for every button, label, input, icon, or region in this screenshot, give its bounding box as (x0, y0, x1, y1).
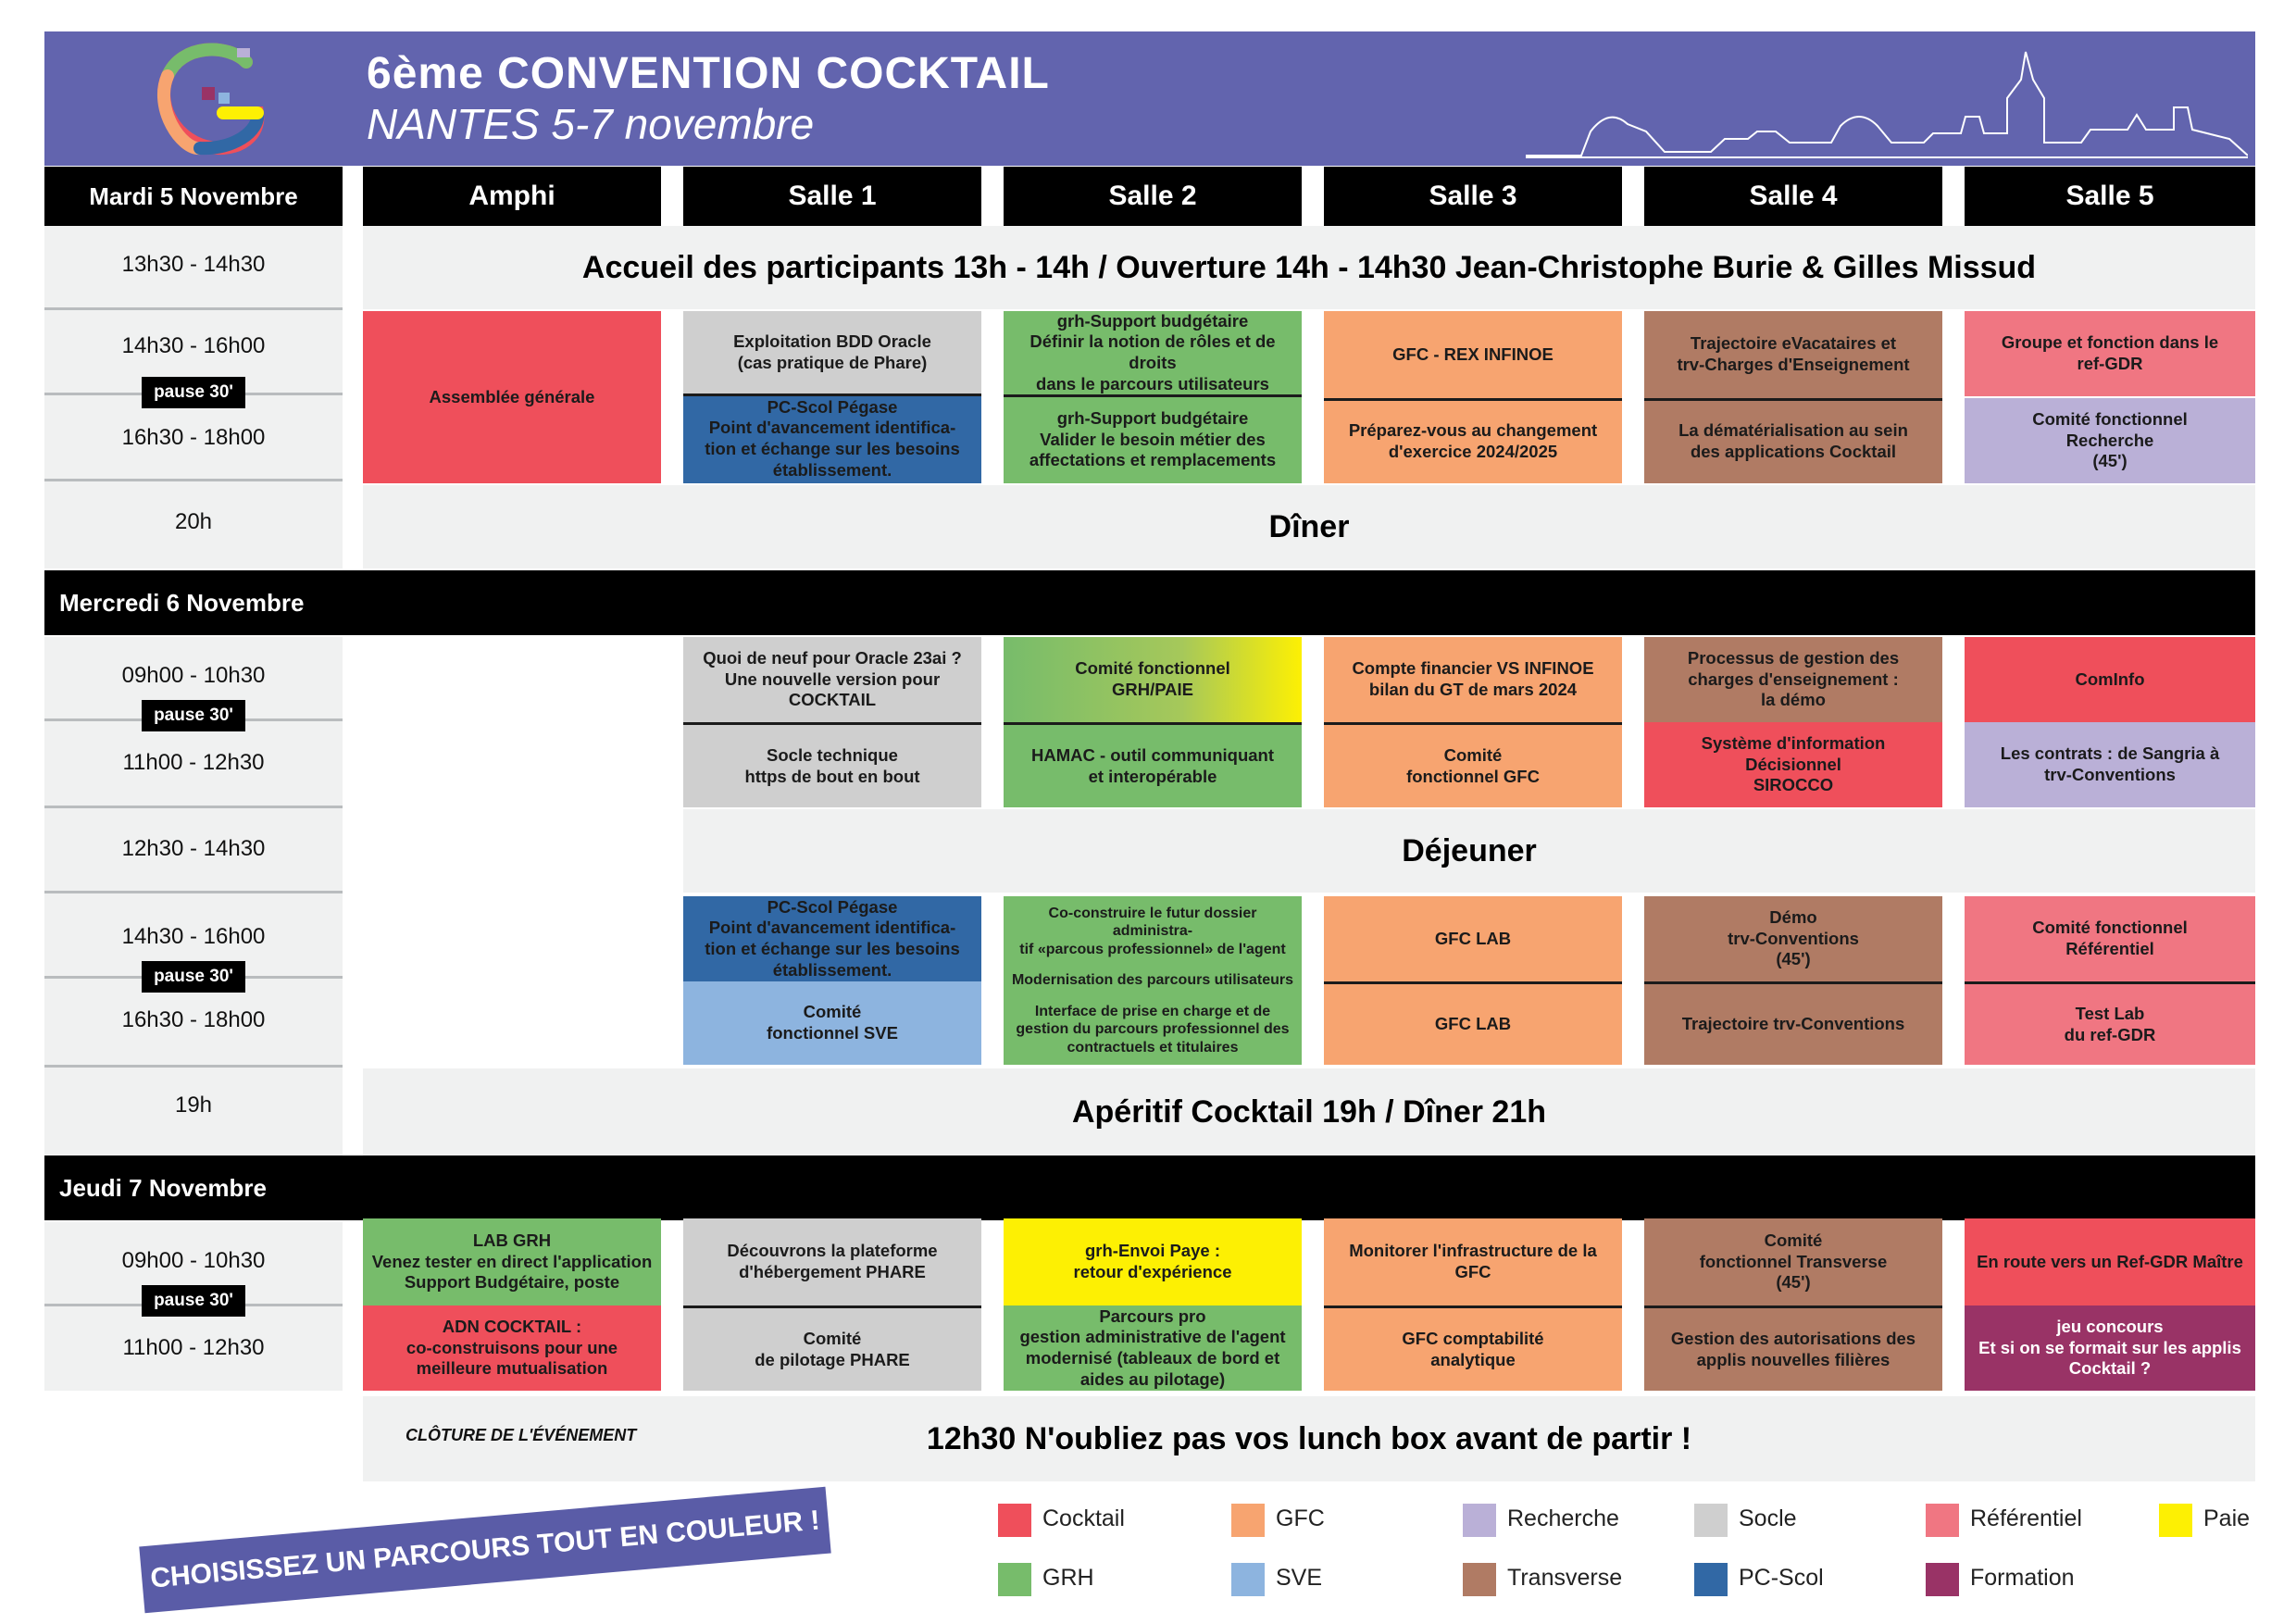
session-tue-salle1-a[interactable]: Exploitation BDD Oracle (cas pratique de Phare) (683, 311, 981, 394)
session-thu-salle5-b[interactable]: jeu concours Et si on se formait sur les applis Cocktail ? (1965, 1305, 2255, 1391)
legend-label: GRH (1042, 1565, 1094, 1591)
time-label: 13h30 - 14h30 (121, 252, 266, 277)
cocktail-logo (144, 39, 283, 159)
session-wed-salle2-c-part2: Modernisation des parcours utilisateurs (1011, 972, 1294, 989)
session-tue-salle4-a[interactable]: Trajectoire eVacataires et trv-Charges d'Enseignement (1644, 311, 1942, 398)
session-tue-salle3-a[interactable]: GFC - REX INFINOE (1324, 311, 1622, 398)
session-wed-salle5-a[interactable]: ComInfo (1965, 637, 2255, 722)
page-title: 6ème CONVENTION COCKTAIL (367, 49, 1050, 98)
session-wed-salle4-b[interactable]: Système d'information Décisionnel SIROCCO (1644, 722, 1942, 807)
session-wed-salle2-c-part1: Co-construire le futur dossier administra- tif «parcous professionnel» de l'agent (1019, 905, 1286, 957)
session-wed-salle4-a[interactable]: Processus de gestion des charges d'enseignement : la démo (1644, 637, 1942, 722)
closing-label: CLÔTURE DE L'ÉVÉNEMENT (406, 1426, 637, 1444)
time-label: 16h30 - 18h00 (121, 425, 266, 450)
session-wed-salle1-c[interactable]: PC-Scol Pégase Point d'avancement identifica- tion et échange sur les besoins établissement. (683, 896, 981, 981)
pause-badge: pause 30' (142, 961, 245, 993)
session-tue-salle1-b[interactable]: PC-Scol Pégase Point d'avancement identifica- tion et échange sur les besoins établissement. (683, 394, 981, 483)
legend-swatch (2159, 1504, 2192, 1537)
session-thu-salle2-a[interactable]: grh-Envoi Paye : retour d'expérience (1004, 1218, 1302, 1305)
header-banner (44, 31, 2255, 166)
legend-swatch (998, 1563, 1031, 1596)
session-tue-amphi[interactable]: Assemblée générale (363, 311, 661, 483)
session-divider (1004, 394, 1302, 397)
page-subtitle: NANTES 5-7 novembre (367, 100, 815, 148)
session-tue-salle4-b[interactable]: La dématérialisation au sein des applications Cocktail (1644, 400, 1942, 483)
time-label: 20h (174, 509, 213, 534)
column-header-salle-1: Salle 1 (683, 167, 981, 226)
legend-swatch (1694, 1504, 1728, 1537)
wednesday-evening-bar: Apéritif Cocktail 19h / Dîner 21h (363, 1068, 2255, 1156)
session-wed-salle2-b[interactable]: HAMAC - outil communiquant et interopérable (1004, 725, 1302, 807)
session-divider (1644, 398, 1942, 401)
day-header-tuesday: Mardi 5 Novembre (44, 167, 343, 226)
legend-label: Paie (2203, 1505, 2251, 1531)
legend-label: Cocktail (1042, 1505, 1125, 1531)
time-label: 11h00 - 12h30 (122, 750, 265, 775)
session-thu-salle5-a[interactable]: En route vers un Ref-GDR Maître (1965, 1218, 2255, 1305)
session-thu-amphi-a[interactable]: LAB GRH Venez tester en direct l'application Support Budgétaire, poste (363, 1218, 661, 1305)
session-tue-salle3-b[interactable]: Préparez-vous au changement d'exercice 2024/2025 (1324, 400, 1622, 483)
session-wed-salle1-a[interactable]: Quoi de neuf pour Oracle 23ai ? Une nouvelle version pour COCKTAIL (683, 637, 981, 722)
time-label: 09h00 - 10h30 (121, 1248, 266, 1273)
legend-label: Recherche (1507, 1505, 1619, 1531)
legend-label: Transverse (1507, 1565, 1623, 1591)
tuesday-dinner-bar: Dîner (363, 485, 2255, 568)
legend-label: SVE (1276, 1565, 1323, 1591)
session-wed-salle3-d[interactable]: GFC LAB (1324, 984, 1622, 1065)
session-tue-salle2-a[interactable]: grh-Support budgétaire Définir la notion de rôles et de droits dans le parcours utilisateurs (1004, 311, 1302, 394)
session-thu-salle4-a[interactable]: Comité fonctionnel Transverse (45') (1644, 1218, 1942, 1305)
legend-label: PC-Scol (1739, 1565, 1824, 1591)
legend-label: Socle (1739, 1505, 1797, 1531)
session-wed-salle3-b[interactable]: Comité fonctionnel GFC (1324, 725, 1622, 807)
time-divider (44, 1065, 343, 1068)
session-divider (683, 394, 981, 396)
wednesday-lunch-bar: Déjeuner (683, 809, 2255, 893)
session-wed-salle3-a[interactable]: Compte financier VS INFINOE bilan du GT de mars 2024 (1324, 637, 1622, 722)
time-label: 14h30 - 16h00 (121, 333, 266, 358)
session-tue-salle5-a[interactable]: Groupe et fonction dans le ref-GDR (1965, 311, 2255, 396)
column-header-salle-5: Salle 5 (1965, 167, 2255, 226)
pause-badge: pause 30' (142, 700, 245, 731)
session-wed-salle1-b[interactable]: Socle technique https de bout en bout (683, 725, 981, 807)
legend-swatch (998, 1504, 1031, 1537)
time-label: 16h30 - 18h00 (121, 1007, 266, 1032)
choose-path-banner: CHOISISSEZ UN PARCOURS TOUT EN COULEUR ! (139, 1487, 830, 1614)
time-divider (44, 307, 343, 310)
session-wed-salle2-c[interactable] (1004, 896, 1302, 1065)
session-thu-salle2-b[interactable]: Parcours pro gestion administrative de l'agent modernisé (tableaux de bord et aides au pilotage) (1004, 1305, 1302, 1391)
legend-swatch (1231, 1504, 1265, 1537)
session-thu-salle3-b[interactable]: GFC comptabilité analytique (1324, 1308, 1622, 1391)
time-label: 11h00 - 12h30 (122, 1335, 265, 1360)
session-tue-salle2-b[interactable]: grh-Support budgétaire Valider le besoin métier des affectations et remplacements (1004, 396, 1302, 483)
time-divider (44, 479, 343, 481)
pause-badge: pause 30' (142, 1285, 245, 1317)
time-divider (44, 891, 343, 893)
day-header-wednesday: Mercredi 6 Novembre (44, 570, 2255, 635)
column-header-salle-4: Salle 4 (1644, 167, 1942, 226)
session-divider (1324, 398, 1622, 401)
session-wed-salle3-c[interactable]: GFC LAB (1324, 896, 1622, 981)
column-header-amphi: Amphi (363, 167, 661, 226)
session-thu-salle4-b[interactable]: Gestion des autorisations des applis nouvelles filières (1644, 1308, 1942, 1391)
legend-label: Formation (1970, 1565, 2075, 1591)
time-label: 14h30 - 16h00 (121, 924, 266, 949)
nantes-skyline-illustration (1526, 43, 2248, 161)
legend-swatch (1926, 1563, 1959, 1596)
session-wed-salle2-a[interactable]: Comité fonctionnel GRH/PAIE (1004, 637, 1302, 722)
session-wed-salle5-c[interactable]: Comité fonctionnel Référentiel (1965, 896, 2255, 981)
legend-swatch (1463, 1563, 1496, 1596)
day-header-thursday: Jeudi 7 Novembre (44, 1156, 2255, 1220)
time-label: 09h00 - 10h30 (121, 663, 266, 688)
column-header-salle-2: Salle 2 (1004, 167, 1302, 226)
time-label: 19h (174, 1093, 213, 1118)
session-wed-salle5-b[interactable]: Les contrats : de Sangria à trv-Conventions (1965, 722, 2255, 807)
session-wed-salle2-c-part3: Interface de prise en charge et de gestion du parcours professionnel des contractuels et titulaires (1016, 1003, 1290, 1056)
time-divider (44, 806, 343, 808)
thursday-closing-bar: 12h30 N'oubliez pas vos lunch box avant de partir ! (363, 1396, 2255, 1481)
legend-label: GFC (1276, 1505, 1325, 1531)
session-thu-salle1-a[interactable]: Découvrons la plateforme d'hébergement PHARE (683, 1218, 981, 1305)
session-thu-salle1-b[interactable]: Comité de pilotage PHARE (683, 1308, 981, 1391)
session-wed-salle1-d[interactable]: Comité fonctionnel SVE (683, 981, 981, 1065)
pause-badge: pause 30' (142, 377, 245, 408)
session-wed-salle4-d[interactable]: Trajectoire trv-Conventions (1644, 984, 1942, 1065)
session-wed-salle4-c[interactable]: Démo trv-Conventions (45') (1644, 896, 1942, 981)
legend-swatch (1463, 1504, 1496, 1537)
session-tue-salle5-b[interactable]: Comité fonctionnel Recherche (45') (1965, 398, 2255, 483)
session-thu-amphi-b[interactable]: ADN COCKTAIL : co-construisons pour une meilleure mutualisation (363, 1305, 661, 1391)
session-wed-salle5-d[interactable]: Test Lab du ref-GDR (1965, 984, 2255, 1065)
time-label: 12h30 - 14h30 (121, 836, 266, 861)
legend-swatch (1231, 1563, 1265, 1596)
tuesday-welcome-bar: Accueil des participants 13h - 14h / Ouverture 14h - 14h30 Jean-Christophe Burie & Gilles Missud (363, 226, 2255, 309)
legend-swatch (1694, 1563, 1728, 1596)
session-thu-salle3-a[interactable]: Monitorer l'infrastructure de la GFC (1324, 1218, 1622, 1305)
legend-label: Référentiel (1970, 1505, 2082, 1531)
legend-swatch (1926, 1504, 1959, 1537)
column-header-salle-3: Salle 3 (1324, 167, 1622, 226)
